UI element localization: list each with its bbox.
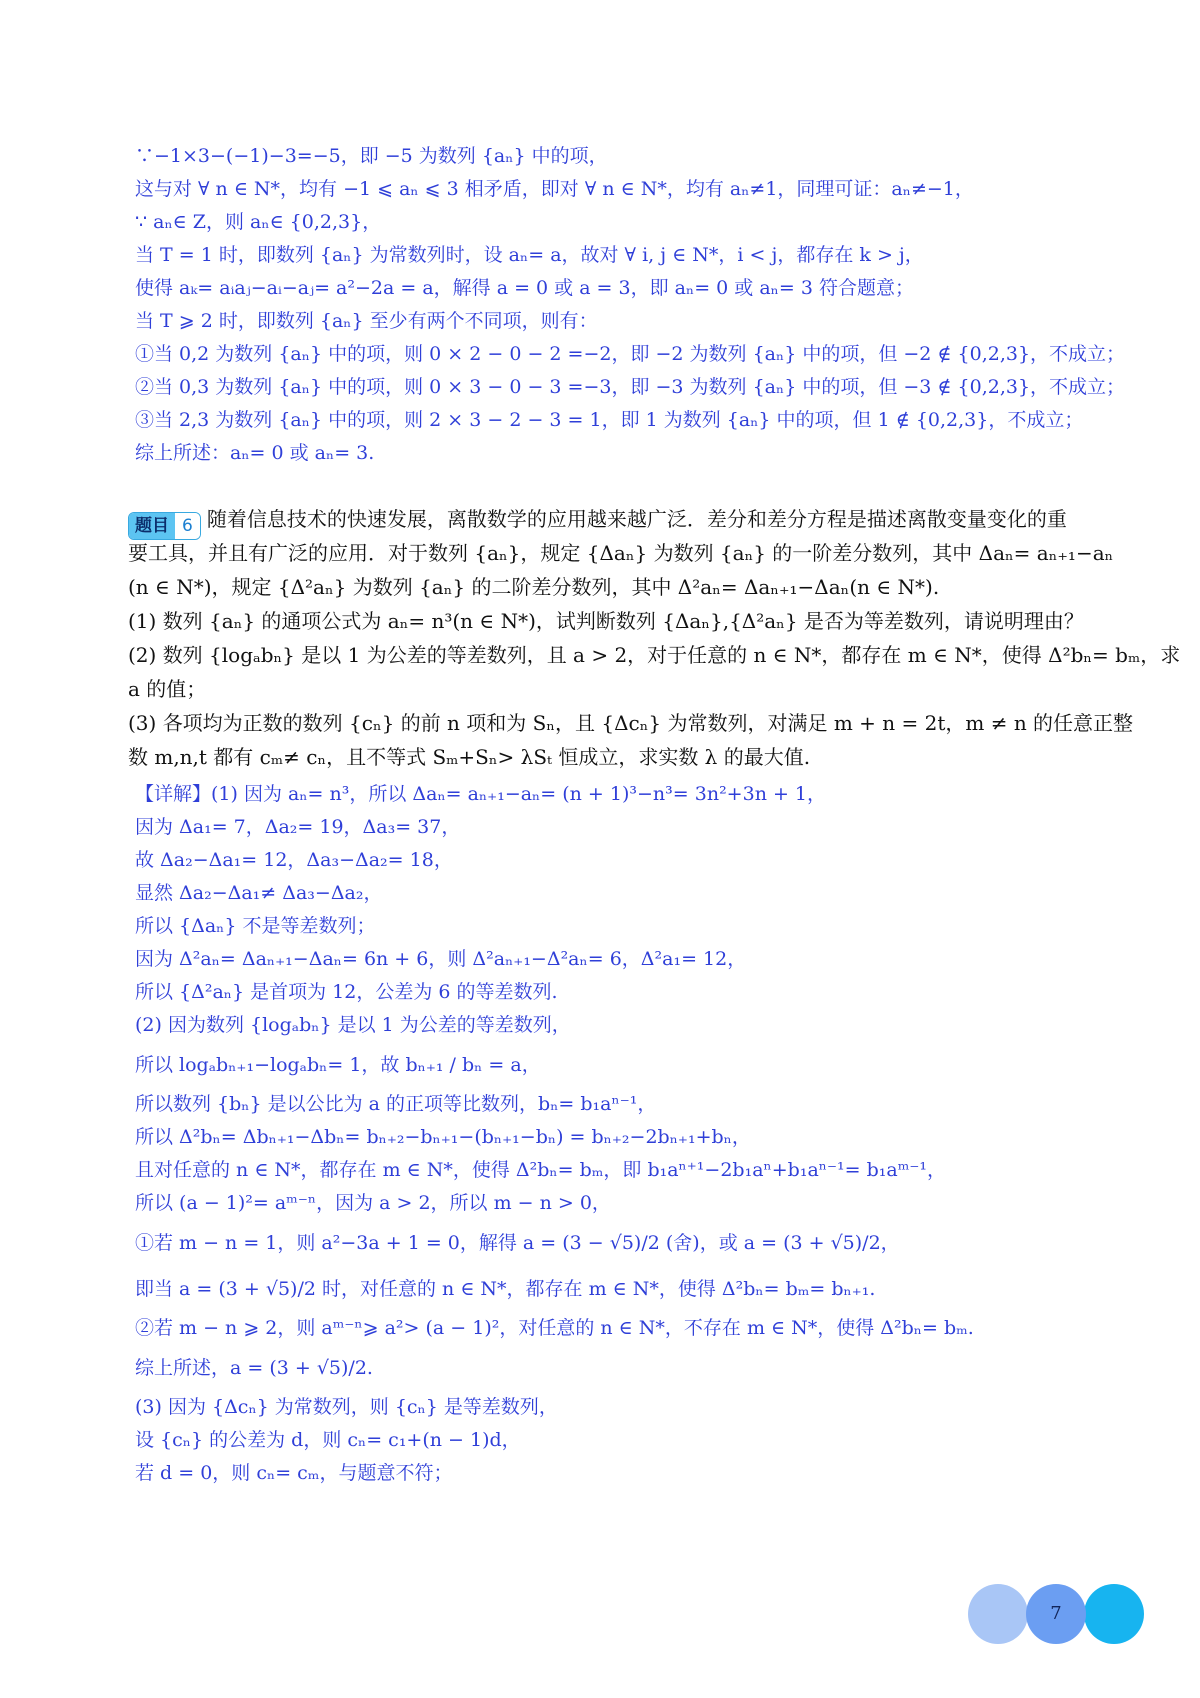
solution-line: (2) 因为数列 {logₐbₙ} 是以 1 为公差的等差数列，	[135, 1014, 571, 1036]
solution-line: 综上所述，a = (3 + √5)/2.	[135, 1357, 373, 1379]
page-circle-bright	[1084, 1584, 1144, 1644]
page-number: 7	[1050, 1603, 1062, 1624]
problem-line: (n ∈ N*)，规定 {Δ²aₙ} 为数列 {aₙ} 的二阶差分数列，其中 Δ²aₙ= Δaₙ₊₁−Δaₙ(n ∈ N*).	[128, 575, 940, 599]
solution-line: 所以 (a − 1)²= aᵐ⁻ⁿ，因为 a > 2，所以 m − n > 0，	[135, 1192, 611, 1214]
problem-line: (1) 数列 {aₙ} 的通项公式为 aₙ= n³(n ∈ N*)，试判断数列 {Δaₙ},{Δ²aₙ} 是否为等差数列，请说明理由？	[128, 609, 1084, 633]
solution-line: 所以 {Δaₙ} 不是等差数列；	[135, 915, 376, 937]
problem-line: 数 m,n,t 都有 cₘ≠ cₙ，且不等式 Sₘ+Sₙ> λSₜ 恒成立，求实数 λ 的最大值.	[128, 745, 811, 769]
solution-line: ②当 0,3 为数列 {aₙ} 中的项，则 0 × 3 − 0 − 3 =−3，即 −3 为数列 {aₙ} 中的项，但 −3 ∉ {0,2,3}，不成立；	[135, 376, 1126, 398]
previous-solution	[135, 140, 1126, 470]
problem-line: 要工具，并且有广泛的应用．对于数列 {aₙ}，规定 {Δaₙ} 为数列 {aₙ} 的一阶差分数列，其中 Δaₙ= aₙ₊₁−aₙ	[128, 541, 1114, 565]
solution-line: ①若 m − n = 1，则 a²−3a + 1 = 0，解得 a = (3 − √5)/2 (舍)，或 a = (3 + √5)/2，	[135, 1232, 900, 1254]
solution-line: 所以 Δ²bₙ= Δbₙ₊₁−Δbₙ= bₙ₊₂−bₙ₊₁−(bₙ₊₁−bₙ) = bₙ₊₂−2bₙ₊₁+bₙ，	[135, 1126, 751, 1148]
solution-line: ∵ aₙ∈ Z，则 aₙ∈ {0,2,3}，	[135, 211, 382, 233]
solution-line: 所以 {Δ²aₙ} 是首项为 12，公差为 6 的等差数列.	[135, 981, 558, 1003]
solution-line: ∵−1×3−(−1)−3=−5，即 −5 为数列 {aₙ} 中的项，	[135, 145, 608, 167]
solution-line: (3) 因为 {Δcₙ} 为常数列，则 {cₙ} 是等差数列，	[135, 1396, 558, 1418]
problem-line: (3) 各项均为正数的数列 {cₙ} 的前 n 项和为 Sₙ，且 {Δcₙ} 为常数列，对满足 m + n = 2t，m ≠ n 的任意正整	[128, 711, 1134, 735]
solution-line: 【详解】(1) 因为 aₙ= n³，所以 Δaₙ= aₙ₊₁−aₙ= (n + 1)³−n³= 3n²+3n + 1，	[135, 783, 827, 805]
problem-badge-label: 题目	[129, 513, 175, 539]
detailed-solution	[135, 778, 1095, 1490]
problem-badge-number: 6	[175, 513, 200, 539]
solution-line: ②若 m − n ⩾ 2，则 aᵐ⁻ⁿ⩾ a²> (a − 1)²，对任意的 n ∈ N*，不存在 m ∈ N*，使得 Δ²bₙ= bₘ.	[135, 1317, 974, 1339]
solution-line: 这与对 ∀ n ∈ N*，均有 −1 ⩽ aₙ ⩽ 3 相矛盾，即对 ∀ n ∈ N*，均有 aₙ≠1，同理可证：aₙ≠−1，	[135, 178, 974, 200]
solution-line: 当 T = 1 时，即数列 {aₙ} 为常数列时，设 aₙ= a，故对 ∀ i, j ∈ N*，i < j，都存在 k > j，	[135, 244, 924, 266]
problem-line	[128, 502, 1108, 536]
solution-line: 因为 Δa₁= 7，Δa₂= 19，Δa₃= 37，	[135, 816, 461, 838]
problem-line: (2) 数列 {logₐbₙ} 是以 1 为公差的等差数列，且 a > 2，对于任意的 n ∈ N*，都存在 m ∈ N*，使得 Δ²bₙ= bₘ，求	[128, 643, 1181, 667]
solution-line: 使得 aₖ= aᵢaⱼ−aᵢ−aⱼ= a²−2a = a，解得 a = 0 或 a = 3，即 aₙ= 0 或 aₙ= 3 符合题意；	[135, 277, 914, 299]
problem-statement	[128, 502, 1181, 774]
solution-line: 显然 Δa₂−Δa₁≠ Δa₃−Δa₂，	[135, 882, 383, 904]
solution-line: 且对任意的 n ∈ N*，都存在 m ∈ N*，使得 Δ²bₙ= bₘ，即 b₁aⁿ⁺¹−2b₁aⁿ+b₁aⁿ⁻¹= b₁aᵐ⁻¹，	[135, 1159, 947, 1181]
solution-line: 所以 logₐbₙ₊₁−logₐbₙ= 1，故 bₙ₊₁ / bₙ = a，	[135, 1054, 541, 1076]
problem-line: a 的值；	[128, 677, 207, 701]
solution-line: ①当 0,2 为数列 {aₙ} 中的项，则 0 × 2 − 0 − 2 =−2，即 −2 为数列 {aₙ} 中的项，但 −2 ∉ {0,2,3}，不成立；	[135, 343, 1126, 365]
solution-line: 因为 Δ²aₙ= Δaₙ₊₁−Δaₙ= 6n + 6，则 Δ²aₙ₊₁−Δ²aₙ= 6，Δ²a₁= 12，	[135, 948, 747, 970]
solution-line: 综上所述：aₙ= 0 或 aₙ= 3.	[135, 442, 375, 464]
solution-line: 所以数列 {bₙ} 是以公比为 a 的正项等比数列，bₙ= b₁aⁿ⁻¹，	[135, 1093, 657, 1115]
page-circle-light	[968, 1584, 1028, 1644]
solution-line: 即当 a = (3 + √5)/2 时，对任意的 n ∈ N*，都存在 m ∈ N*，使得 Δ²bₙ= bₘ= bₙ₊₁.	[135, 1278, 876, 1300]
solution-line: 若 d = 0，则 cₙ= cₘ，与题意不符；	[135, 1462, 453, 1484]
solution-line: 当 T ⩾ 2 时，即数列 {aₙ} 至少有两个不同项，则有：	[135, 310, 598, 332]
solution-line: ③当 2,3 为数列 {aₙ} 中的项，则 2 × 3 − 2 − 3 = 1，即 1 为数列 {aₙ} 中的项，但 1 ∉ {0,2,3}，不成立；	[135, 409, 1084, 431]
page-number-badge	[968, 1584, 1143, 1644]
solution-line: 故 Δa₂−Δa₁= 12，Δa₃−Δa₂= 18，	[135, 849, 453, 871]
solution-line: 设 {cₙ} 的公差为 d，则 cₙ= c₁+(n − 1)d，	[135, 1429, 521, 1451]
problem-text: 随着信息技术的快速发展，离散数学的应用越来越广泛．差分和差分方程是描述离散变量变化的重	[206, 507, 1067, 531]
